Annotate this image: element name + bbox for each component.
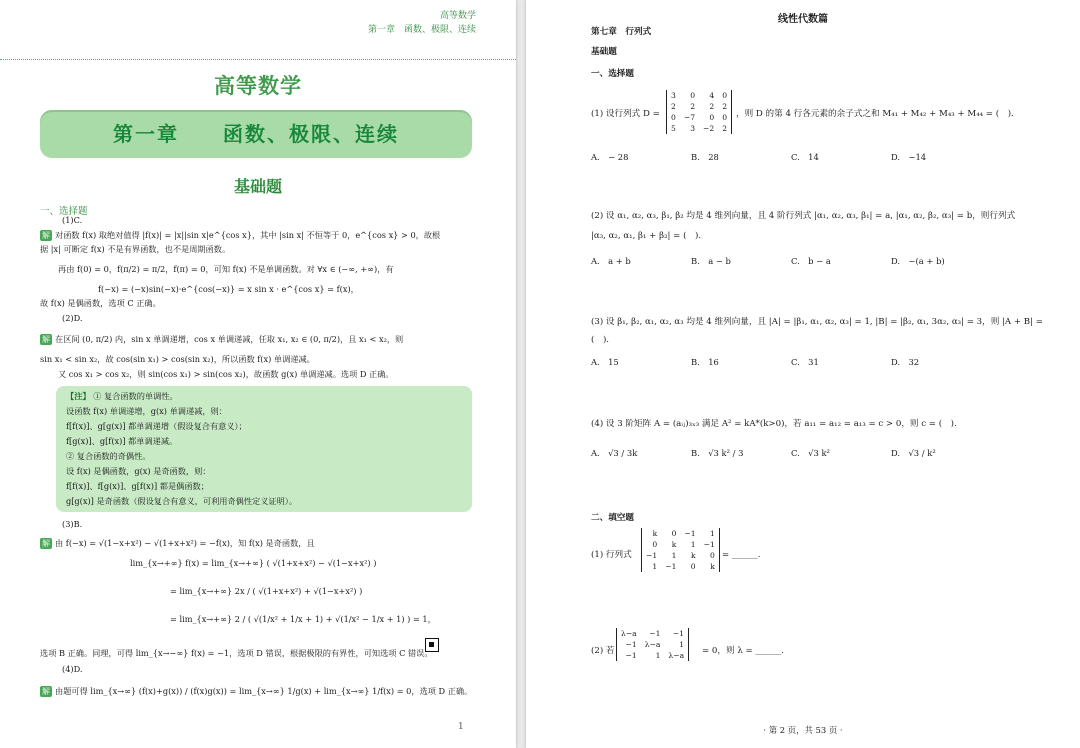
q1-matrix-cell: 3 bbox=[671, 91, 676, 100]
q1-matrix-row bbox=[667, 112, 731, 123]
q1-matrix-cell: 2 bbox=[709, 102, 715, 111]
q3-line4: = lim_{x→+∞} 2 / ( √(1/x² + 1/x + 1) + √(1/x² − 1/x + 1) ) = 1， bbox=[170, 614, 436, 624]
q1-matrix-cell: 4 bbox=[709, 91, 715, 100]
q4-option-c: C. √3 k² bbox=[791, 448, 830, 458]
q3-line1: 解 由 f(−x) = √(1−x+x²) − √(1+x+x²) = −f(x)，知 f(x) 是奇函数，且 bbox=[42, 538, 315, 548]
note-line4: f[g(x)]、g[f(x)] 都单调递减。 bbox=[66, 436, 178, 446]
note-box bbox=[56, 386, 472, 512]
note-line7: f[f(x)]、f[g(x)]、g[f(x)] 都是偶函数； bbox=[66, 481, 209, 491]
f1-matrix-cell: k bbox=[652, 529, 658, 538]
f1-matrix-cell: −1 bbox=[684, 529, 696, 538]
q1-text: (1) 设行列式 D = bbox=[591, 109, 660, 119]
q1-matrix-row bbox=[667, 101, 731, 112]
q1-matrix-cell: 0 bbox=[690, 91, 696, 100]
page-number: 1 bbox=[458, 722, 464, 732]
q1-line2: 据 |x| 可断定 f(x) 不是有界函数，也不是周期函数。 bbox=[40, 244, 231, 254]
q1-matrix-cell: 0 bbox=[709, 113, 715, 122]
q1-matrix-row bbox=[667, 90, 731, 101]
f2-text: (2) 若 bbox=[591, 646, 615, 656]
q1-line4: f(−x) = (−x)sin(−x)·e^{cos(−x)} = x sin x · e^{cos x} = f(x)， bbox=[98, 284, 359, 294]
q1-answer: (1)C. bbox=[62, 215, 83, 225]
q4-line1: (4) 设 3 阶矩阵 A = (aᵢⱼ)₃ₓ₃ 满足 A² = kA*(k>0)，若 a₁₁ = a₁₂ = a₁₃ = c > 0，则 c = ( ). bbox=[591, 419, 957, 429]
f2-matrix-cell: −1 bbox=[672, 629, 685, 638]
q3-answer: (3)B. bbox=[62, 519, 83, 529]
f2-matrix-cell: λ−a bbox=[621, 629, 637, 638]
q4-answer: (4)D. bbox=[62, 664, 83, 674]
note-line3: f[f(x)]、g[g(x)] 都单调递增（假设复合有意义）； bbox=[66, 421, 247, 431]
chapter-title: 第七章 行列式 bbox=[591, 27, 652, 37]
chapter-title: 第一章 函数、极限、连续 bbox=[113, 122, 399, 146]
q1-tail: ，则 D 的第 4 行各元素的余子式之和 M₄₁ + M₄₂ + M₄₃ + M₄₄ = ( ). bbox=[736, 109, 1014, 119]
q2-option-c: C. b − a bbox=[791, 256, 831, 266]
f2-matrix-cell: −1 bbox=[649, 629, 661, 638]
q3-line3: = lim_{x→+∞} 2x / ( √(1+x+x²) + √(1−x+x²) ) bbox=[170, 586, 363, 596]
q2-option-b: B. a − b bbox=[691, 256, 731, 266]
f1-matrix-cell: k bbox=[710, 562, 715, 571]
f1-matrix-cell: k bbox=[671, 540, 677, 549]
q2-line1: 解 在区间 (0, π/2) 内，sin x 单调递增，cos x 单调递减，任取 x₁, x₂ ∈ (0, π/2)，且 x₁ < x₂，则 bbox=[42, 334, 404, 344]
q3-line1: (3) 设 β₁, β₂, α₁, α₂, α₃ 均是 4 维列向量，且 |A| = |β₁, α₁, α₂, α₃| = 1, |B| = |β₂, α₁, 3α₂, α₃| = 3，则 |A + B| = bbox=[591, 317, 1043, 327]
f1-matrix-cell: 0 bbox=[690, 562, 696, 571]
f1-matrix-cell: −1 bbox=[665, 562, 677, 571]
q1-option-b: B. 28 bbox=[691, 152, 719, 162]
q1-matrix-row bbox=[667, 123, 731, 134]
choice-heading: 一、选择题 bbox=[40, 206, 88, 217]
f2-matrix-cell: λ−a bbox=[668, 651, 685, 660]
q1-line3: 再由 f(0) = 0，f(π/2) = π/2，f(π) = 0，可知 f(x) 不是单调函数。对 ∀x ∈ (−∞, +∞)，有 bbox=[58, 264, 394, 274]
solution-badge: 解 bbox=[42, 687, 50, 696]
f1-matrix-cell: 0 bbox=[652, 540, 658, 549]
q1-option-a: A. − 28 bbox=[591, 152, 629, 162]
q1-line5: 故 f(x) 是偶函数，选项 C 正确。 bbox=[40, 298, 161, 308]
q1-option-c: C. 14 bbox=[791, 152, 819, 162]
f2-matrix-cell: 1 bbox=[679, 640, 685, 649]
q1-matrix-cell: −2 bbox=[703, 124, 715, 133]
q1-matrix-cell: 0 bbox=[722, 113, 728, 122]
header-divider bbox=[0, 59, 516, 60]
q4-option-a: A. √3 / 3k bbox=[591, 448, 638, 458]
f1-matrix-cell: 0 bbox=[671, 529, 677, 538]
q1-matrix-cell: 5 bbox=[671, 124, 676, 133]
q1-matrix-cell: 2 bbox=[722, 124, 728, 133]
q1-matrix-cell: 2 bbox=[671, 102, 676, 111]
q1-line1: 解 对函数 f(x) 取绝对值得 |f(x)| = |x||sin x|e^{cos x}，其中 |sin x| 不恒等于 0，e^{cos x} > 0，故根 bbox=[42, 230, 441, 240]
solution-badge: 解 bbox=[42, 231, 50, 240]
note-line5: ② 复合函数的奇偶性。 bbox=[66, 451, 151, 461]
q3-option-d: D. 32 bbox=[891, 357, 920, 367]
q3-line2: lim_{x→+∞} f(x) = lim_{x→+∞} ( √(1+x+x²) − √(1−x+x²) ) bbox=[130, 558, 377, 568]
f2-tail: = 0，则 λ = ______. bbox=[702, 646, 784, 656]
q1-option-d: D. −14 bbox=[891, 152, 927, 162]
f2-matrix-row bbox=[617, 639, 688, 650]
q1-matrix-cell: 0 bbox=[722, 91, 728, 100]
f1-matrix-cell: k bbox=[691, 551, 696, 560]
f1-tail: = ______. bbox=[722, 550, 761, 560]
note-line8: g[g(x)] 是奇函数（假设复合有意义，可利用奇偶性定义证明）。 bbox=[66, 496, 298, 506]
solution-badge: 解 bbox=[42, 539, 50, 548]
f1-text: (1) 行列式 bbox=[591, 550, 632, 560]
f1-matrix-cell: −1 bbox=[646, 551, 658, 560]
f1-matrix-cell: 1 bbox=[709, 529, 715, 538]
q3-option-a: A. 15 bbox=[591, 357, 619, 367]
q1-matrix-cell: −7 bbox=[683, 113, 696, 122]
page-footer: · 第 2 页，共 53 页 · bbox=[763, 725, 843, 735]
running-header-book: 高等数学 bbox=[439, 11, 476, 21]
part-title: 线性代数篇 bbox=[778, 14, 828, 25]
book-title: 高等数学 bbox=[214, 74, 302, 98]
right-page bbox=[526, 0, 1080, 748]
q1-matrix-cell: 2 bbox=[722, 102, 728, 111]
end-of-proof-icon bbox=[425, 638, 439, 652]
f2-matrix-cell: λ−a bbox=[644, 640, 661, 649]
f1-matrix-cell: 1 bbox=[652, 562, 658, 571]
f1-matrix-cell: 1 bbox=[671, 551, 677, 560]
note-line2: 设函数 f(x) 单调递增，g(x) 单调递减，则： bbox=[66, 406, 227, 416]
q2-line2: sin x₁ < sin x₂，故 cos(sin x₁) > cos(sin x₂)，所以函数 f(x) 单调递减。 bbox=[40, 354, 315, 364]
q1-determinant bbox=[666, 90, 732, 134]
note-label: 【注】 bbox=[66, 391, 91, 401]
note-line6: 设 f(x) 是偶函数，g(x) 是奇函数，则： bbox=[66, 466, 211, 476]
running-header-chapter: 第一章 函数、极限、连续 bbox=[367, 25, 476, 35]
f1-determinant bbox=[641, 528, 720, 572]
f2-matrix-cell: 1 bbox=[655, 651, 661, 660]
f1-matrix-cell: −1 bbox=[703, 540, 715, 549]
q3-option-b: B. 16 bbox=[691, 357, 719, 367]
choice-heading: 一、选择题 bbox=[591, 69, 634, 79]
note-line1: 【注】 ① 复合函数的单调性。 bbox=[66, 391, 178, 401]
q4-line1: 解 由题可得 lim_{x→∞} (f(x)+g(x)) / (f(x)g(x)) = lim_{x→∞} 1/g(x) + lim_{x→∞} 1/f(x) = 0，选项 D 正确。 bbox=[42, 686, 473, 696]
q1-matrix-cell: 0 bbox=[671, 113, 676, 122]
left-page bbox=[0, 0, 516, 748]
q3-line5: 选项 B 正确。同理，可得 lim_{x→−∞} f(x) = −1，选项 D 错误，根据极限的有界性，可知选项 C 错误。 bbox=[40, 648, 433, 658]
q2-option-d: D. −(a + b) bbox=[891, 256, 945, 266]
f2-determinant bbox=[616, 628, 689, 661]
f1-matrix-cell: 0 bbox=[709, 551, 715, 560]
section-title: 基础题 bbox=[591, 47, 617, 57]
f1-matrix-row bbox=[642, 561, 719, 572]
f2-matrix-row bbox=[617, 650, 688, 661]
q2-line2: |α₃, α₂, α₁, β₁ + β₂| = ( ). bbox=[591, 231, 702, 241]
q3-option-c: C. 31 bbox=[791, 357, 819, 367]
f2-matrix-cell: −1 bbox=[625, 651, 637, 660]
section-title: 基础题 bbox=[233, 177, 282, 196]
f2-matrix-cell: −1 bbox=[625, 640, 637, 649]
fill-heading: 二、填空题 bbox=[591, 513, 634, 523]
q2-line3: 又 cos x₁ > cos x₂，则 sin(cos x₁) > sin(cos x₂)，故函数 g(x) 单调递减。选项 D 正确。 bbox=[58, 369, 394, 379]
q2-answer: (2)D. bbox=[62, 313, 83, 323]
f1-matrix-row bbox=[642, 539, 719, 550]
q3-line2: ( ). bbox=[591, 335, 610, 345]
f1-matrix-row bbox=[642, 528, 719, 539]
q4-option-d: D. √3 / k² bbox=[891, 448, 936, 458]
f2-matrix-row bbox=[617, 628, 688, 639]
chapter-banner bbox=[40, 110, 472, 158]
q2-line1: (2) 设 α₁, α₂, α₃, β₁, β₂ 均是 4 维列向量，且 4 阶行列式 |α₁, α₂, α₃, β₁| = a, |α₁, α₂, β₂, α₃| = b，则行列式 bbox=[591, 211, 1016, 221]
q4-option-b: B. √3 k² / 3 bbox=[691, 448, 744, 458]
q1-matrix-cell: 3 bbox=[690, 124, 696, 133]
q2-option-a: A. a + b bbox=[591, 256, 631, 266]
f1-matrix-row bbox=[642, 550, 719, 561]
f1-matrix-cell: 1 bbox=[690, 540, 696, 549]
solution-badge: 解 bbox=[42, 335, 50, 344]
q1-matrix-cell: 2 bbox=[690, 102, 696, 111]
